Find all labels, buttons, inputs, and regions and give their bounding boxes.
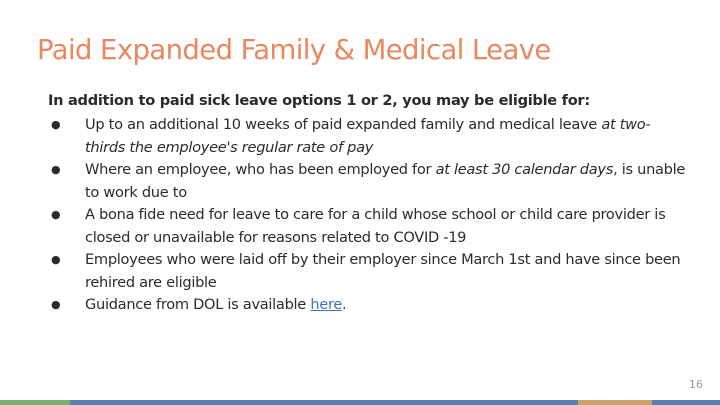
bullet-item [48,249,688,294]
bullet-item [48,159,688,204]
footer-segment [346,400,578,405]
bullet-item [48,114,688,159]
bullet-emphasis: at two-thirds the employee's regular rate of pay [85,116,651,156]
bullet-text: , is unable to work due to [85,161,686,201]
page-number: 16 [689,378,703,391]
bullet-list [48,114,688,317]
bullet-text: Up to an additional 10 weeks of paid expanded family and medical leave [85,116,602,133]
footer-color-bar [0,400,720,405]
bullet-text: A bona fide need for leave to care for a child whose school or child care provider is closed or unavailable for reasons related to COVID -19 [85,206,666,246]
slide-title: Paid Expanded Family & Medical Leave [37,34,551,66]
footer-segment [70,400,346,405]
bullet-text: Employees who were laid off by their employer since March 1st and have since been rehired are eligible [85,251,681,291]
footer-segment [578,400,652,405]
bullet-text: Where an employee, who has been employed for [85,161,436,178]
footer-segment [652,400,720,405]
intro-text: In addition to paid sick leave options 1 or 2, you may be eligible for: [48,92,590,109]
bullet-item [48,204,688,249]
dol-guidance-link[interactable]: here [310,296,342,313]
bullet-text: Guidance from DOL is available [85,296,311,313]
bullet-text: . [342,296,347,313]
bullet-item [48,294,688,317]
footer-segment [0,400,70,405]
bullet-emphasis: at least 30 calendar days [435,161,614,178]
